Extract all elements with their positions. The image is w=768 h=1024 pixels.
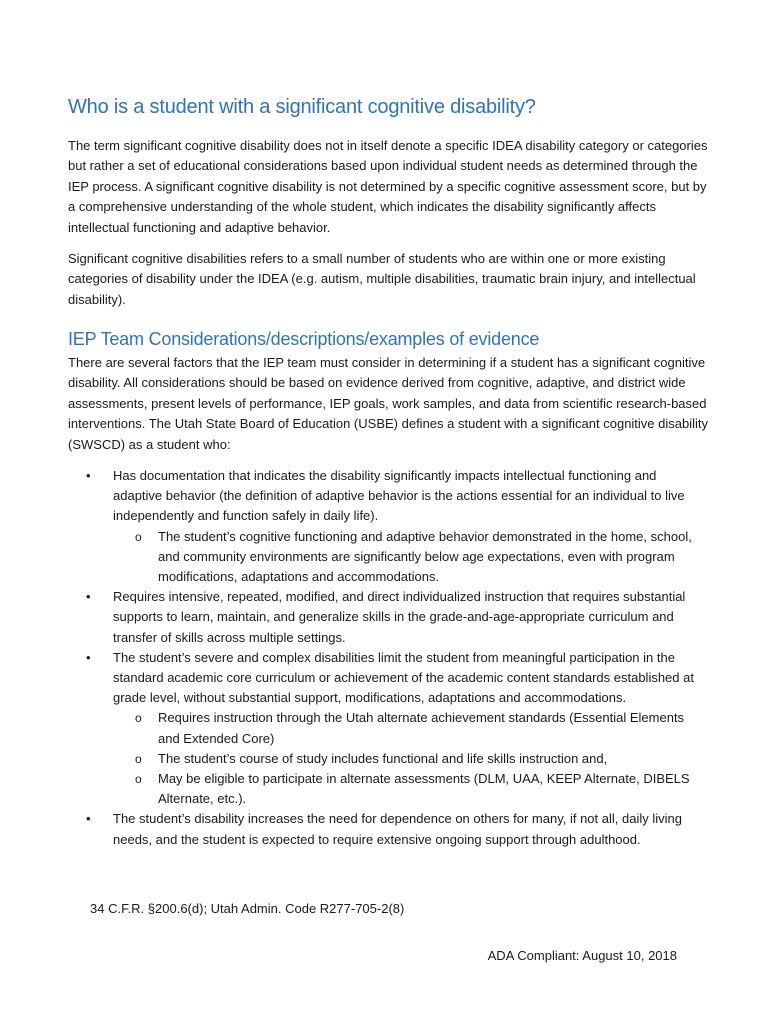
list-item (68, 466, 708, 587)
sub-list (113, 708, 708, 809)
list-item-text: Has documentation that indicates the disability significantly impacts intellectual functioning and adaptive behavior (the definition of adaptive behavior is the actions essential for an individual to live independently and function safely in daily life). (113, 468, 685, 524)
bullet-icon: • (86, 589, 91, 605)
list-item (68, 648, 708, 810)
list-item-text: The student’s disability increases the need for dependence on others for many, if not all, daily living needs, and the student is expected to require extensive ongoing support through adulthood. (113, 811, 682, 847)
sub-list-item (113, 749, 708, 769)
scope-paragraph: Significant cognitive disabilities refers to a small number of students who are within one or more existing categories of disability under the IDEA (e.g. autism, multiple disabilities, traumatic brain injury, and intellectual disability). (68, 251, 696, 307)
bullet-icon: • (86, 468, 91, 483)
sub-list-item (113, 708, 708, 748)
section-heading: IEP Team Considerations/descriptions/examples of evidence (68, 329, 540, 349)
bullet-icon: • (86, 649, 91, 665)
sub-bullet-icon: o (135, 772, 142, 787)
page-title: Who is a student with a significant cognitive disability? (68, 96, 536, 118)
sub-bullet-icon: o (135, 529, 142, 544)
list-item-text: The student’s severe and complex disabilities limit the student from meaningful participation in the standard academic core curriculum or achievement of the academic content standards established at grade level, without substantial support, modifications, adaptations and accommodations. (113, 649, 694, 706)
sub-list-item (113, 769, 708, 809)
list-item-text: Requires intensive, repeated, modified, and direct individualized instruction that requires substantial supports to learn, maintain, and generalize skills in the grade-and-age-appropriate curriculum and transfer of skills across multiple settings. (113, 589, 686, 645)
sub-list-item-text: The student’s cognitive functioning and adaptive behavior demonstrated in the home, school, and community environments are significantly below age expectations, even with program modifications, adaptations and accommodations. (158, 528, 692, 585)
sub-bullet-icon: o (135, 711, 142, 726)
sub-list (113, 527, 708, 588)
list-item (68, 587, 708, 648)
intro-paragraph: There are several factors that the IEP team must consider in determining if a student has a significant cognitive disability. All considerations should be based on evidence derived from cognitive, adaptive, and district wide assessments, present levels of performance, IEP goals, work samples, and data from scientific research-based interventions. The Utah State Board of Education (USBE) defines a student with a significant cognitive disability (SWSCD) as a student who: (68, 355, 709, 452)
bullet-icon: • (86, 811, 91, 827)
sub-list-item-text: Requires instruction through the Utah alternate achievement standards (Essential Elements and Extended Core) (158, 710, 685, 746)
definition-paragraph: The term significant cognitive disability does not in itself denote a specific IDEA disability category or categories but rather a set of educational considerations based upon individual student needs as determined through the IEP process. A significant cognitive disability is not determined by a specific cognitive assessment score, but by a comprehensive understanding of the whole student, which indicates the disability significantly affects intellectual functioning and adaptive behavior. (68, 138, 708, 235)
sub-list-item (113, 527, 708, 588)
criteria-list (68, 466, 708, 850)
sub-list-item-text: The student’s course of study includes functional and life skills instruction and, (158, 750, 608, 766)
list-item (68, 809, 708, 849)
ada-compliance-note: ADA Compliant: August 10, 2018 (487, 948, 677, 963)
sub-list-item-text: May be eligible to participate in alternate assessments (DLM, UAA, KEEP Alternate, DIBELS Alternate, etc.). (158, 771, 690, 807)
legal-citation: 34 C.F.R. §200.6(d); Utah Admin. Code R277-705-2(8) (90, 901, 405, 916)
sub-bullet-icon: o (135, 751, 142, 766)
